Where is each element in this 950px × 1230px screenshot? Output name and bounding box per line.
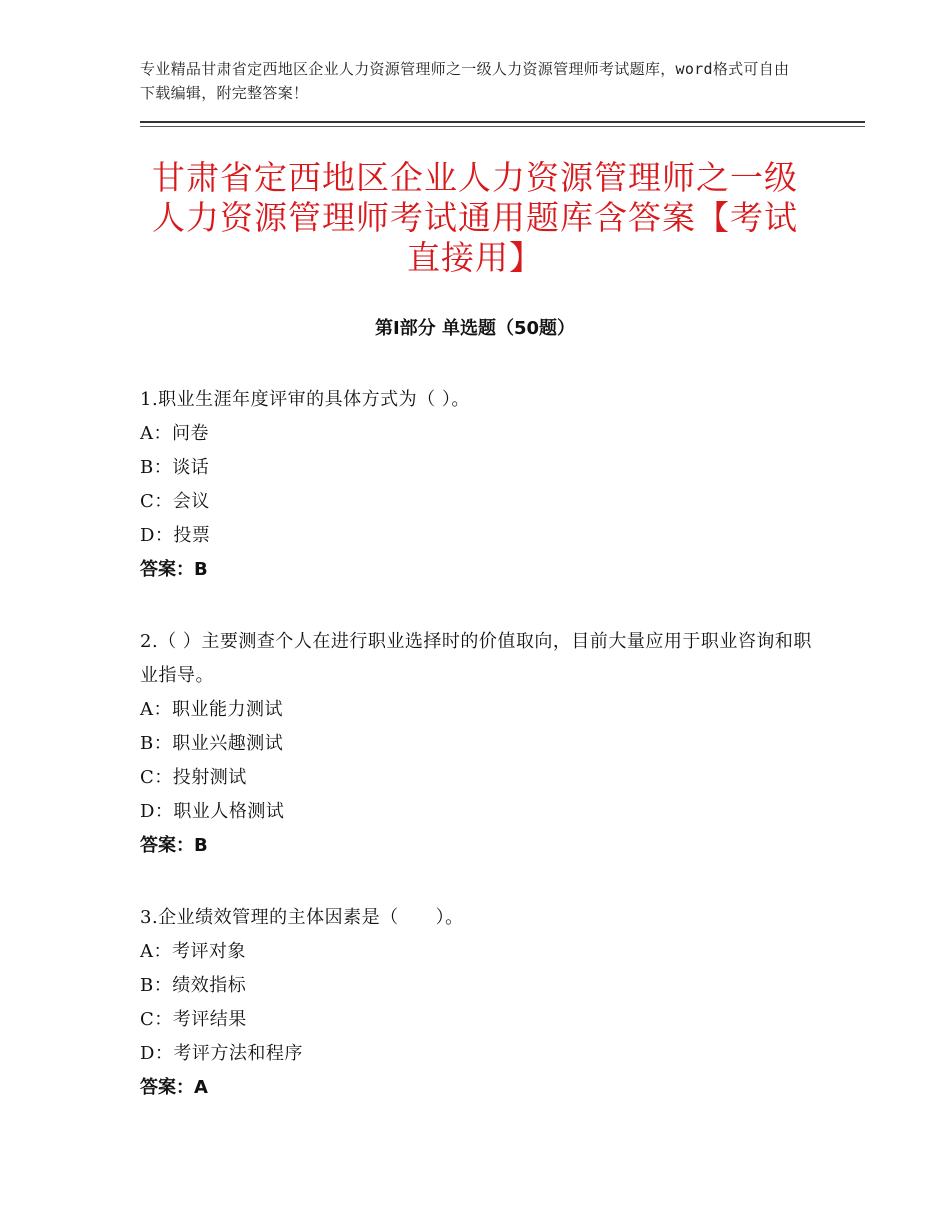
answer: 答案：A: [140, 1077, 208, 1098]
option-a: A：问卷: [140, 423, 209, 444]
option-d: D：考评方法和程序: [140, 1043, 303, 1064]
question-stem: 3.企业绩效管理的主体因素是（ ）。: [140, 907, 464, 928]
option-c: C：考评结果: [140, 1009, 247, 1030]
header-note: 专业精品甘肃省定西地区企业人力资源管理师之一级人力资源管理师考试题库，word格式可自由下载编辑，附完整答案！: [140, 60, 790, 102]
option-b: B：绩效指标: [140, 975, 247, 996]
document-title: 甘肃省定西地区企业人力资源管理师之一级人力资源管理师考试通用题库含答案【考试直接用】: [152, 158, 798, 277]
option-c: C：投射测试: [140, 767, 247, 788]
question-1: [140, 383, 820, 587]
option-c: C：会议: [140, 491, 210, 512]
option-d: D：投票: [140, 525, 211, 546]
header-rule-thick: [140, 121, 865, 123]
answer: 答案：B: [140, 559, 208, 580]
option-d: D：职业人格测试: [140, 801, 285, 822]
question-list: [140, 383, 820, 1143]
answer: 答案：B: [140, 835, 208, 856]
option-b: B：谈话: [140, 457, 210, 478]
question-stem: 2.（ ）主要测查个人在进行职业选择时的价值取向，目前大量应用于职业咨询和职业指导。: [140, 631, 812, 686]
option-b: B：职业兴趣测试: [140, 733, 284, 754]
question-2: [140, 625, 820, 863]
section-title: 第Ⅰ部分 单选题（50题）: [374, 318, 575, 339]
question-3: [140, 901, 820, 1105]
option-a: A：职业能力测试: [140, 699, 283, 720]
option-a: A：考评对象: [140, 941, 246, 962]
question-stem: 1.职业生涯年度评审的具体方式为（ ）。: [140, 389, 470, 410]
header-rule-thin: [140, 126, 865, 127]
